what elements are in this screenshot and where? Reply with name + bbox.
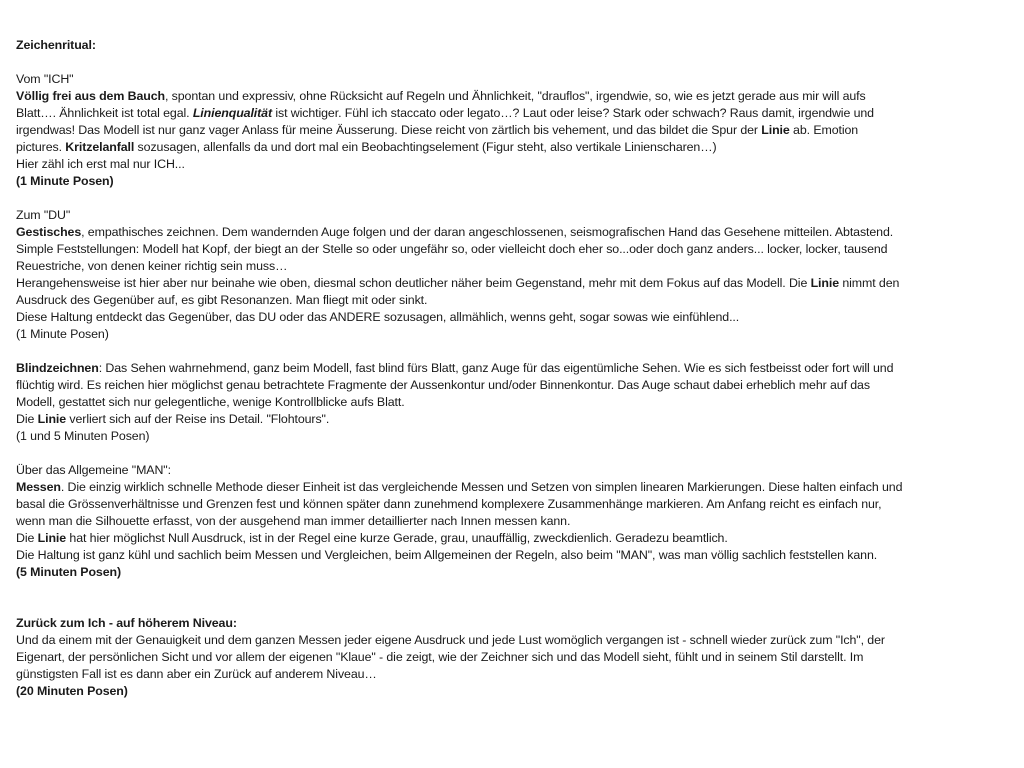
section-blind-line: Die Linie verliert sich auf der Reise ins Detail. "Flohtours". <box>16 412 330 426</box>
section-man-line: Die Linie hat hier möglichst Null Ausdruck, ist in der Regel eine kurze Gerade, grau, unauffällig, zweckdienlich. Geradezu beamtlich. <box>16 531 728 545</box>
section-blind-line: flüchtig wird. Es reichen hier möglichst genau betrachtete Fragmente der Aussenkontur und/oder Binnenkontur. Das Auge schaut dabei erheblich mehr auf das <box>16 378 870 392</box>
section-man-line: basal die Grössenverhältnisse und Grenzen fest und können später dann zunehmend komplexere Zusammenhänge markieren. Am Anfang reicht es einfach nur, <box>16 497 882 511</box>
section-ich-line: Völlig frei aus dem Bauch, spontan und expressiv, ohne Rücksicht auf Regeln und Ähnlichkeit, "drauflos", irgendwie, so, wie es jetzt gerade aus mir will aufs <box>16 89 866 103</box>
spacer <box>16 343 1016 360</box>
section-du-line: Reuestriche, von denen keiner richtig sein muss… <box>16 259 288 273</box>
document-body <box>16 37 1016 700</box>
section-du-heading: Zum "DU" <box>16 208 71 222</box>
section-return-line: Eigenart, der persönlichen Sicht und vor allem der eigenen "Klaue" - die zeigt, wie der Zeichner sich und das Modell sieht, fühlt und in seinem Stil darstellt. Im <box>16 650 864 664</box>
section-ich-heading: Vom "ICH" <box>16 72 74 86</box>
section-return-line: Und da einem mit der Genauigkeit und dem ganzen Messen jeder eigene Ausdruck und jede Lust womöglich vergangen ist - schnell wieder zurück zum "Ich", der <box>16 633 885 647</box>
spacer <box>16 54 1016 71</box>
section-du-line: Ausdruck des Gegenüber auf, es gibt Resonanzen. Man fliegt mit oder sinkt. <box>16 293 428 307</box>
section-du-line: Herangehensweise ist hier aber nur beinahe wie oben, diesmal schon deutlicher näher beim Gegenstand, mehr mit dem Fokus auf das Modell. Die Linie nimmt den <box>16 276 900 290</box>
section-ich-line: Blatt…. Ähnlichkeit ist total egal. Linienqualität ist wichtiger. Fühl ich staccato oder legato…? Laut oder leise? Stark oder schwach? Raus damit, irgendwie und <box>16 106 874 120</box>
section-du-line: Diese Haltung entdeckt das Gegenüber, das DU oder das ANDERE sozusagen, allmählich, wenns geht, sogar sowas wie einfühlend... <box>16 310 740 324</box>
spacer <box>16 581 1016 615</box>
section-man-line: Messen. Die einzig wirklich schnelle Methode dieser Einheit ist das vergleichende Messen und Setzen von simplen linearen Markierungen. Diese halten einfach und <box>16 480 903 494</box>
section-man-heading: Über das Allgemeine "MAN": <box>16 463 171 477</box>
document-title: Zeichenritual: <box>16 38 96 52</box>
section-du-duration: (1 Minute Posen) <box>16 327 109 341</box>
section-blind-line: Modell, gestattet sich nur gelegentliche, wenige Kontrollblicke aufs Blatt. <box>16 395 405 409</box>
section-ich-line: Hier zähl ich erst mal nur ICH... <box>16 157 185 171</box>
section-ich-line: irgendwas! Das Modell ist nur ganz vager Anlass für meine Äusserung. Diese reicht von zärtlich bis vehement, und das bildet die Spur der Linie ab. Emotion <box>16 123 859 137</box>
section-ich-duration: (1 Minute Posen) <box>16 174 114 188</box>
section-return-line: günstigsten Fall ist es dann aber ein Zurück auf anderem Niveau… <box>16 667 377 681</box>
spacer <box>16 445 1016 462</box>
spacer <box>16 190 1016 207</box>
section-blind-duration: (1 und 5 Minuten Posen) <box>16 429 150 443</box>
section-return-duration: (20 Minuten Posen) <box>16 684 128 698</box>
section-du-line: Simple Feststellungen: Modell hat Kopf, der biegt an der Stelle so oder ungefähr so, oder vielleicht doch eher so...oder doch ganz anders... locker, locker, tausend <box>16 242 888 256</box>
section-du-line: Gestisches, empathisches zeichnen. Dem wandernden Auge folgen und der daran angeschlossenen, seismografischen Hand das Gesehene mitteilen. Abtastend. <box>16 225 894 239</box>
section-man-duration: (5 Minuten Posen) <box>16 565 121 579</box>
section-ich-line: pictures. Kritzelanfall sozusagen, allenfalls da und dort mal ein Beobachtingselement (Figur steht, also vertikale Linienscharen…) <box>16 140 717 154</box>
section-return-heading: Zurück zum Ich - auf höherem Niveau: <box>16 616 237 630</box>
section-man-line: Die Haltung ist ganz kühl und sachlich beim Messen und Vergleichen, beim Allgemeinen der Regeln, also beim "MAN", was man völlig sachlich feststellen kann. <box>16 548 878 562</box>
section-blind-line: Blindzeichnen: Das Sehen wahrnehmend, ganz beim Modell, fast blind fürs Blatt, ganz Auge für das eigentümliche Sehen. Wie es sich festbeisst oder fort will und <box>16 361 894 375</box>
section-man-line: wenn man die Silhouette erfasst, von der ausgehend man immer detaillierter nach Innen messen kann. <box>16 514 571 528</box>
